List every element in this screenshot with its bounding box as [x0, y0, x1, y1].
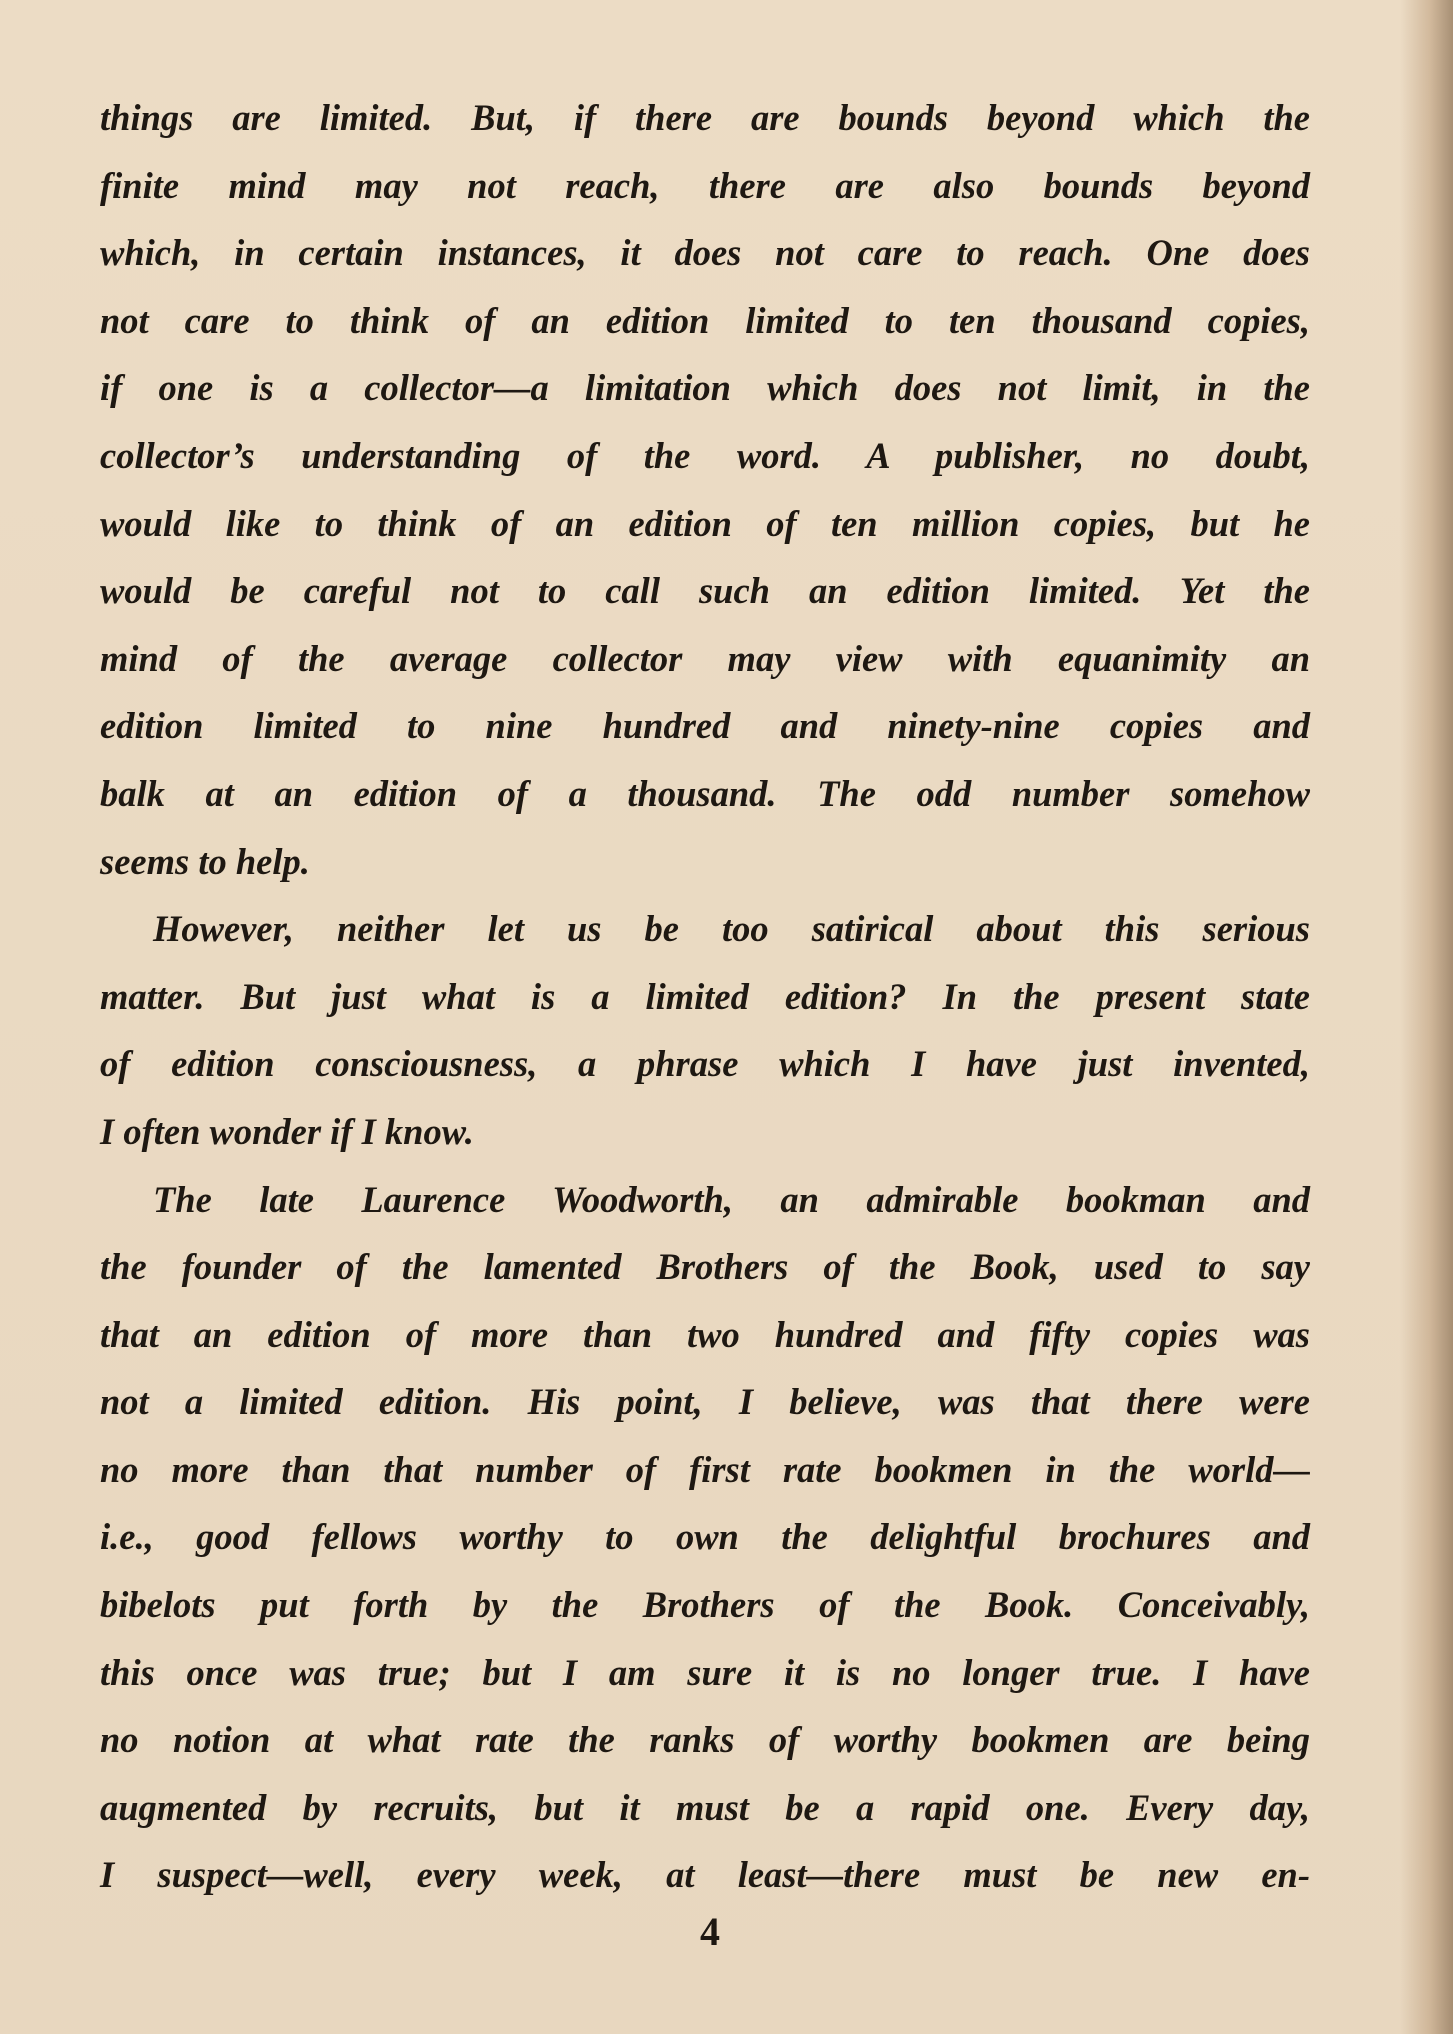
text-line: collector’s understanding of the word. A publisher, no doubt, [100, 434, 1310, 476]
page-number: 4 [700, 1909, 720, 1954]
text-line: of edition consciousness, a phrase which I have just invented, [100, 1043, 1310, 1085]
body-text [100, 84, 1310, 1909]
text-line: this once was true; but I am sure it is no longer true. I have [100, 1651, 1310, 1693]
text-line: bibelots put forth by the Brothers of the Book. Conceivably, [100, 1584, 1310, 1626]
text-line: balk at an edition of a thousand. The odd number somehow [100, 772, 1310, 814]
text-line: matter. But just what is a limited edition? In the present state [100, 975, 1310, 1017]
text-line: i.e., good fellows worthy to own the delightful brochures and [100, 1516, 1310, 1558]
text-line: I often wonder if I know. [100, 1110, 474, 1152]
text-line: not a limited edition. His point, I believe, was that there were [100, 1381, 1310, 1423]
text-line: would like to think of an edition of ten million copies, but he [100, 502, 1310, 544]
text-line: no notion at what rate the ranks of worthy bookmen are being [100, 1719, 1310, 1761]
paragraph-3 [100, 1166, 1310, 1910]
text-line: finite mind may not reach, there are also bounds beyond [100, 164, 1310, 206]
text-line: if one is a collector—a limitation which does not limit, in the [100, 367, 1310, 409]
text-line: the founder of the lamented Brothers of the Book, used to say [100, 1246, 1310, 1288]
text-line: edition limited to nine hundred and ninety-nine copies and [100, 705, 1310, 747]
text-line: that an edition of more than two hundred and fifty copies was [100, 1313, 1310, 1355]
text-line: would be careful not to call such an edition limited. Yet the [100, 570, 1310, 612]
text-line: things are limited. But, if there are bounds beyond which the [100, 97, 1310, 138]
paragraph-1 [100, 84, 1310, 895]
text-line: not care to think of an edition limited to ten thousand copies, [100, 299, 1310, 341]
text-line: mind of the average collector may view with equanimity an [100, 637, 1310, 679]
paragraph-2 [100, 895, 1310, 1165]
text-line: augmented by recruits, but it must be a rapid one. Every day, [100, 1786, 1310, 1828]
text-line: which, in certain instances, it does not care to reach. One does [100, 232, 1310, 274]
text-line: I suspect—well, every week, at least—there must be new en- [100, 1854, 1310, 1896]
text-line: seems to help. [100, 840, 310, 882]
text-line: no more than that number of first rate bookmen in the world— [100, 1448, 1310, 1490]
text-line: The late Laurence Woodworth, an admirable bookman and [153, 1178, 1310, 1220]
text-line: However, neither let us be too satirical about this serious [153, 908, 1310, 950]
